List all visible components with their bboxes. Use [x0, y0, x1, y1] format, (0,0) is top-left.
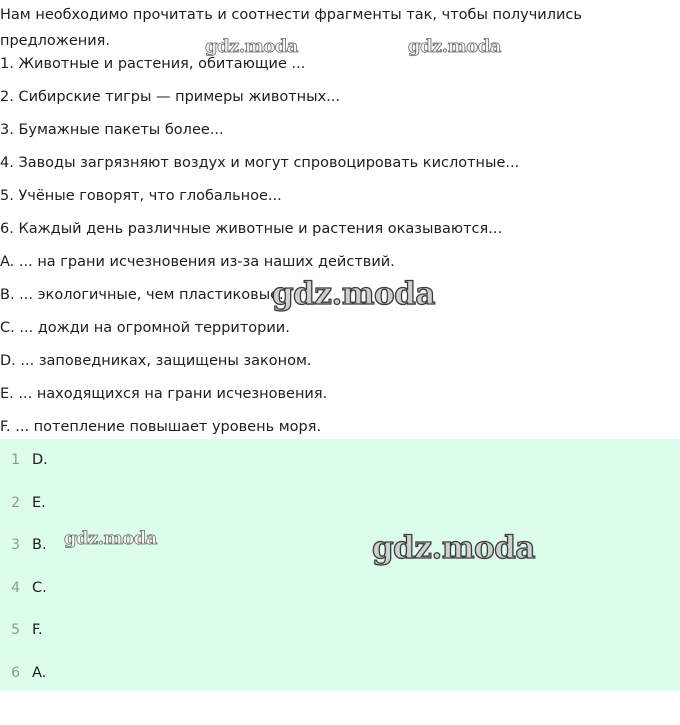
- watermark: gdz.moda: [272, 276, 435, 312]
- watermark: gdz.moda: [408, 36, 501, 57]
- answer-number: 3: [11, 537, 20, 554]
- watermark: gdz.moda: [205, 36, 298, 57]
- fragment-line: E. ... находящихся на грани исчезновения.: [0, 386, 328, 402]
- answer-value: A.: [32, 664, 47, 681]
- watermark: gdz.moda: [372, 530, 535, 566]
- answer-row: [0, 567, 680, 610]
- answer-value: E.: [32, 494, 46, 511]
- fragment-line: 4. Заводы загрязняют воздух и могут спровоцировать кислотные...: [0, 155, 520, 171]
- answer-row: [0, 482, 680, 525]
- fragment-line: 2. Сибирские тигры — примеры животных...: [0, 89, 341, 105]
- answer-number: 2: [11, 494, 20, 511]
- fragment-line: C. ... дожди на огромной территории.: [0, 320, 290, 336]
- fragment-line: 5. Учёные говорят, что глобальное...: [0, 188, 282, 204]
- fragment-line: B. ... экологичные, чем пластиковые.: [0, 287, 284, 303]
- answer-row: [0, 652, 680, 695]
- fragment-line: 1. Животные и растения, обитающие ...: [0, 56, 306, 72]
- fragment-line: D. ... заповедниках, защищены законом.: [0, 353, 312, 369]
- answer-list: [0, 439, 680, 691]
- fragment-line: 3. Бумажные пакеты более...: [0, 122, 224, 138]
- answer-number: 4: [11, 579, 20, 596]
- answer-row: [0, 609, 680, 652]
- fragment-line: 6. Каждый день различные животные и растения оказываются...: [0, 221, 503, 237]
- answer-row: [0, 524, 680, 567]
- fragment-line: A. ... на грани исчезновения из-за наших действий.: [0, 254, 395, 270]
- watermark: gdz.moda: [64, 528, 157, 549]
- answer-value: C.: [32, 579, 47, 596]
- answer-value: B.: [32, 537, 47, 554]
- answer-value: F.: [32, 622, 43, 639]
- fragment-line: F. ... потепление повышает уровень моря.: [0, 419, 322, 435]
- answer-number: 5: [11, 622, 20, 639]
- task-intro: Нам необходимо прочитать и соотнести фрагменты так, чтобы получились предложения.: [0, 7, 582, 49]
- answer-row: [0, 439, 680, 482]
- answer-number: 6: [11, 664, 20, 681]
- answer-number: 1: [11, 452, 20, 469]
- answer-value: D.: [32, 452, 48, 469]
